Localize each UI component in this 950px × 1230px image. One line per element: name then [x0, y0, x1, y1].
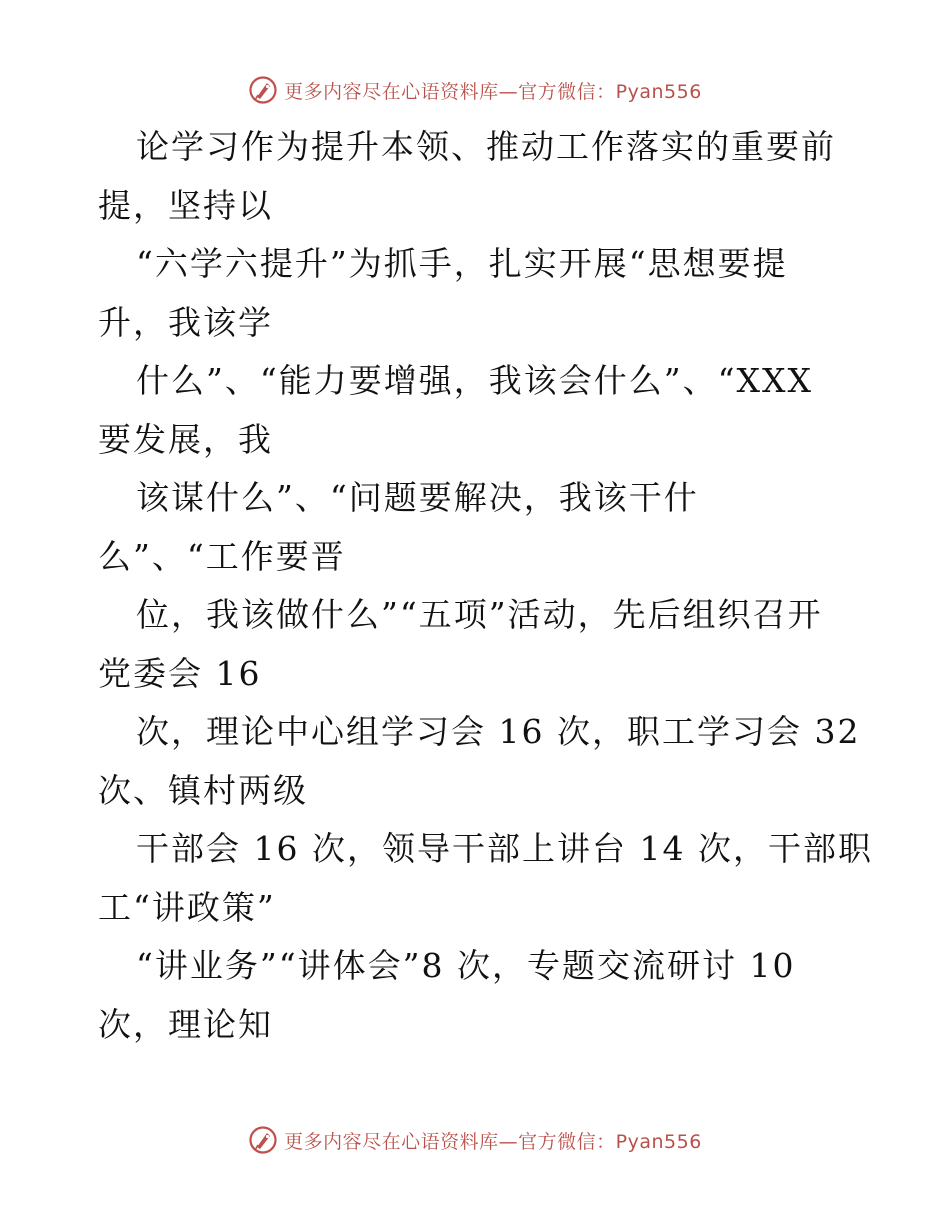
text-line: 该谋什么”、“问题要解决，我该干什: [136, 478, 699, 517]
text-line: 次，理论知: [98, 1004, 273, 1044]
footer-banner-text: 更多内容尽在心语资料库—官方微信：Pyan556: [284, 1130, 702, 1153]
text-line: 次，理论中心组学习会 16 次，职工学习会 32: [136, 712, 861, 751]
text-line: 提，坚持以: [98, 185, 273, 225]
text-line: 位，我该做什么”“五项”活动，先后组织召开: [136, 595, 823, 634]
text-line: 干部会 16 次，领导干部上讲台 14 次，干部职: [136, 829, 873, 868]
text-line: 次、镇村两级: [98, 770, 308, 810]
text-line: 什么”、“能力要增强，我该会什么”、“XXX: [136, 361, 813, 400]
text-line: 么”、“工作要晋: [98, 536, 346, 576]
header-banner: [0, 70, 950, 110]
header-banner-text: 更多内容尽在心语资料库—官方微信：Pyan556: [284, 80, 702, 103]
pen-nib-circle-icon: [248, 1125, 278, 1155]
text-line: “六学六提升”为抓手，扎实开展“思想要提: [136, 244, 788, 283]
text-line: 工“讲政策”: [98, 887, 276, 927]
footer-banner: [0, 1120, 950, 1160]
document-body: [98, 118, 873, 1054]
text-line: 要发展，我: [98, 419, 273, 459]
text-line: “讲业务”“讲体会”8 次，专题交流研讨 10: [136, 946, 796, 985]
text-line: 升，我该学: [98, 302, 273, 342]
text-line: 论学习作为提升本领、推动工作落实的重要前: [136, 127, 836, 166]
pen-nib-circle-icon: [248, 75, 278, 105]
text-line: 党委会 16: [98, 653, 262, 693]
